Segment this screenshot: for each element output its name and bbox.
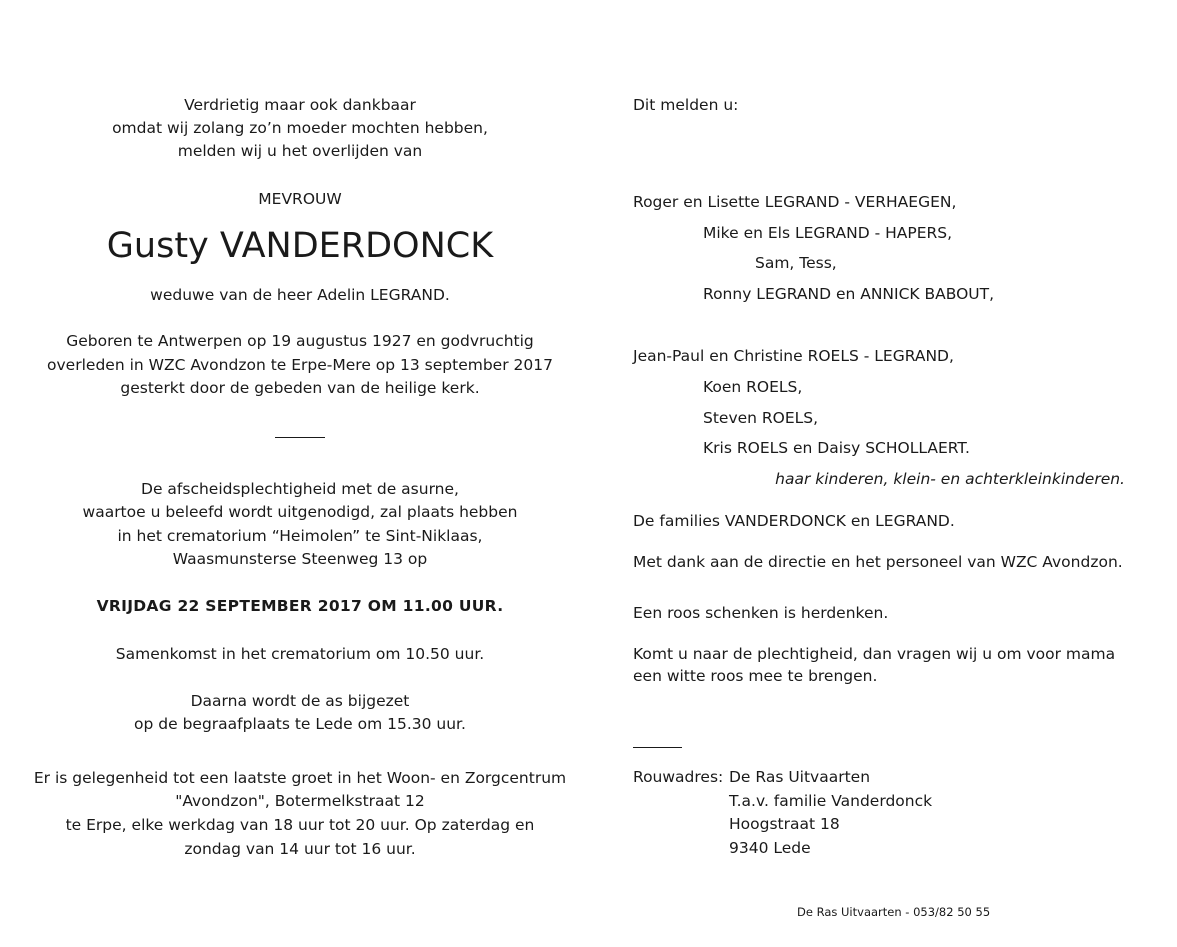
rose-line: Een roos schenken is herdenken. — [633, 604, 889, 622]
intro-line-1: Verdrietig maar ook dankbaar — [184, 96, 416, 114]
family-line-4: Ronny LEGRAND en ANNICK BABOUT, — [703, 285, 995, 303]
widow-line: weduwe van de heer Adelin LEGRAND. — [150, 286, 450, 304]
family-line-2: Mike en Els LEGRAND - HAPERS, — [703, 224, 953, 242]
request-line-1: Komt u naar de plechtigheid, dan vragen wij u om voor mama — [633, 645, 1116, 663]
family-line-7: Steven ROELS, — [703, 409, 819, 427]
right-column — [633, 0, 1163, 947]
burial-line-2: op de begraafplaats te Lede om 15.30 uur. — [134, 715, 466, 733]
birth-line-1: Geboren te Antwerpen op 19 augustus 1927 en godvruchtig — [66, 332, 534, 350]
announce-intro: Dit melden u: — [633, 96, 739, 114]
visit-line-1: Er is gelegenheid tot een laatste groet in het Woon- en Zorgcentrum — [33, 769, 567, 787]
family-line-1: Roger en Lisette LEGRAND - VERHAEGEN, — [633, 193, 957, 211]
families-line: De families VANDERDONCK en LEGRAND. — [633, 512, 955, 530]
ceremony-line-3: in het crematorium “Heimolen” te Sint-Niklaas, — [117, 527, 483, 545]
burial-line-1: Daarna wordt de as bijgezet — [190, 692, 410, 710]
ceremony-line-2: waartoe u beleefd wordt uitgenodigd, zal plaats hebben — [82, 503, 518, 521]
address-line-4: 9340 Lede — [729, 839, 811, 857]
visit-line-4: zondag van 14 uur tot 16 uur. — [184, 840, 416, 858]
thanks-line: Met dank aan de directie en het personeel van WZC Avondzon. — [633, 553, 1123, 571]
address-label: Rouwadres: — [633, 768, 724, 786]
family-line-5: Jean-Paul en Christine ROELS - LEGRAND, — [633, 347, 954, 365]
ceremony-line-4: Waasmunsterse Steenweg 13 op — [172, 550, 428, 568]
intro-line-3: melden wij u het overlijden van — [177, 142, 423, 160]
visit-line-3: te Erpe, elke werkdag van 18 uur tot 20 uur. Op zaterdag en — [65, 816, 535, 834]
family-line-6: Koen ROELS, — [703, 378, 803, 396]
birth-line-3: gesterkt door de gebeden van de heilige kerk. — [120, 379, 480, 397]
deceased-name: Gusty VANDERDONCK — [106, 226, 494, 266]
left-column — [30, 0, 570, 947]
address-line-2: T.a.v. familie Vanderdonck — [729, 792, 933, 810]
ceremony-date: VRIJDAG 22 SEPTEMBER 2017 OM 11.00 UUR. — [96, 597, 504, 615]
divider — [275, 437, 325, 438]
family-line-8: Kris ROELS en Daisy SCHOLLAERT. — [703, 439, 970, 457]
address-line-1: De Ras Uitvaarten — [729, 768, 871, 786]
request-line-2: een witte roos mee te brengen. — [633, 667, 878, 685]
gathering-line: Samenkomst in het crematorium om 10.50 uur. — [115, 645, 485, 663]
footer-credit: De Ras Uitvaarten - 053/82 50 55 — [797, 905, 991, 919]
birth-line-2: overleden in WZC Avondzon te Erpe-Mere op 13 september 2017 — [47, 356, 553, 374]
address-divider — [633, 747, 682, 748]
family-line-3: Sam, Tess, — [755, 254, 837, 272]
intro-line-2: omdat wij zolang zo’n moeder mochten hebben, — [112, 119, 488, 137]
children-line: haar kinderen, klein- en achterkleinkinderen. — [775, 470, 1125, 488]
visit-line-2: "Avondzon", Botermelkstraat 12 — [175, 792, 425, 810]
title-mevrouw: MEVROUW — [258, 190, 342, 208]
address-line-3: Hoogstraat 18 — [729, 815, 840, 833]
ceremony-line-1: De afscheidsplechtigheid met de asurne, — [141, 480, 459, 498]
